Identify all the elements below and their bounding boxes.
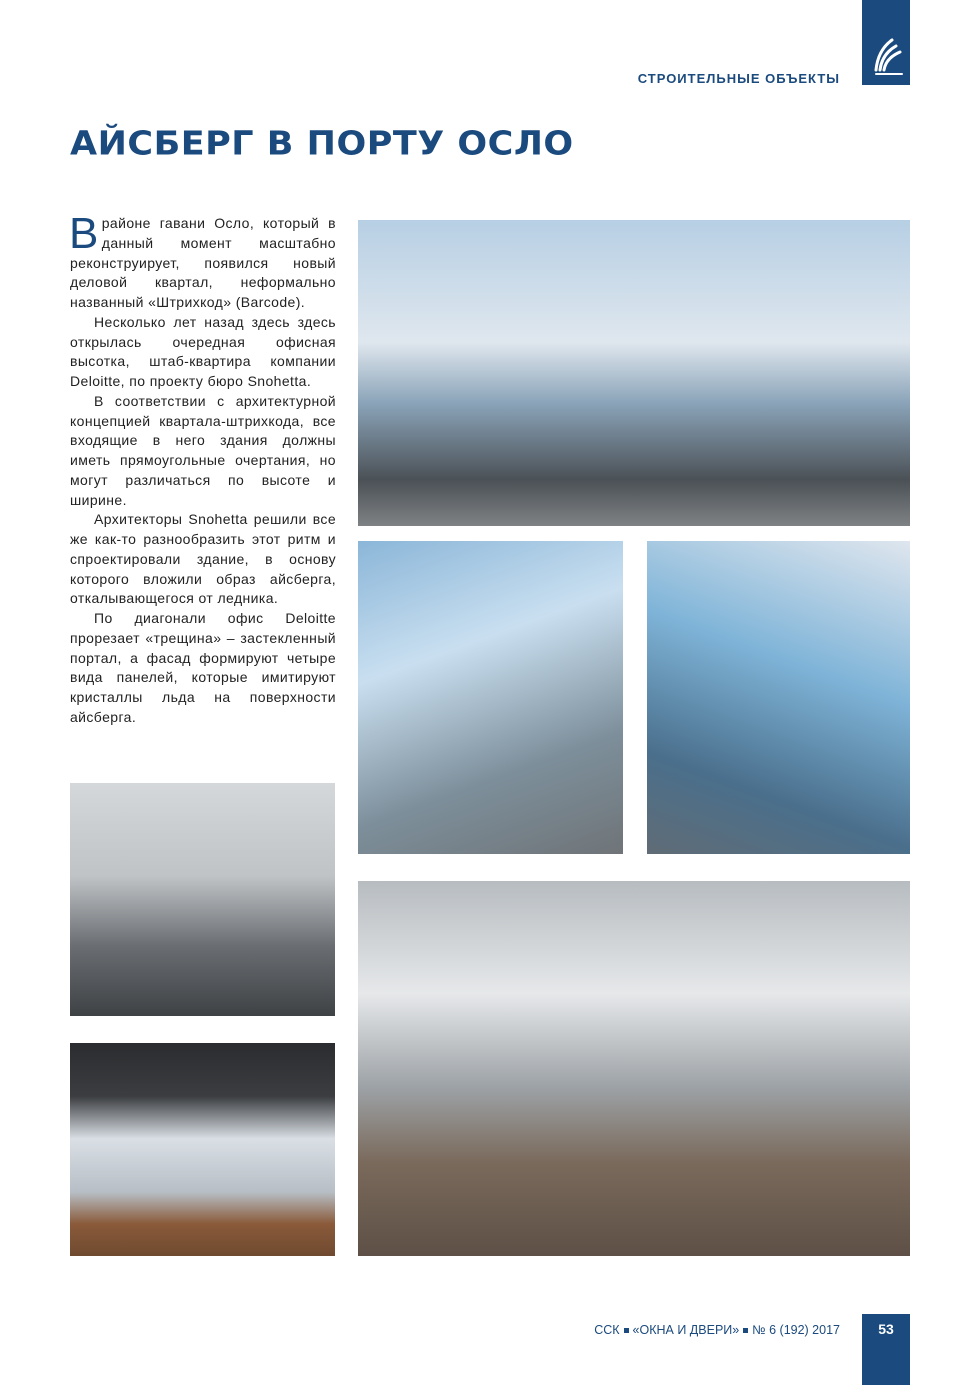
photo-hall-interior <box>70 1043 335 1256</box>
paragraph: В соответствии с архитектурной концепцией квартала-штрихкода, все входящие в него здания должны иметь прямоугольные очертания, но могут различаться по высоте и ширине. <box>70 392 336 508</box>
footer-credit <box>594 1323 840 1337</box>
footer-issue: № 6 (192) 2017 <box>752 1323 840 1337</box>
paragraph: Архитекторы Snohetta решили все же как-то разнообразить этот ритм и спроектировали здание, в основу которого вложили образ айсберга, откалывающегося от ледника. <box>70 511 336 607</box>
article-body <box>69 209 336 728</box>
sail-logo-icon <box>862 0 910 85</box>
bullet-icon <box>624 1328 629 1333</box>
article-title: АЙСБЕРГ В ПОРТУ ОСЛО <box>70 125 574 163</box>
paragraph: Несколько лет назад здесь здесь открылась очередная офисная высотка, штаб-квартира компании Deloitte, по проекту бюро Snohetta. <box>70 313 336 389</box>
paragraph: По диагонали офис Deloitte прорезает «трещина» – застекленный портал, а фасад формируют четыре вида панелей, которые имитируют кристаллы льда на поверхности айсберга. <box>70 610 336 725</box>
drop-cap: В <box>69 209 99 258</box>
section-label: СТРОИТЕЛЬНЫЕ ОБЪЕКТЫ <box>637 71 840 86</box>
footer-publisher: ССК <box>594 1323 620 1337</box>
photo-office-interior <box>70 783 335 1016</box>
header-logo-block <box>862 0 910 85</box>
photo-iceberg-facade <box>358 541 623 854</box>
page-number: 53 <box>862 1314 910 1385</box>
bullet-icon <box>743 1328 748 1333</box>
photo-terrace-passage <box>358 881 910 1256</box>
paragraph <box>69 209 336 313</box>
footer-magazine: «ОКНА И ДВЕРИ» <box>632 1323 740 1337</box>
photo-barcode-skyline <box>358 220 910 526</box>
photo-facade-street <box>647 541 910 854</box>
paragraph-text: районе гавани Осло, который в данный момент масштабно реконструирует, появился новый деловой квартал, неформально названный «Штрихкод» (Barcode). <box>70 215 336 310</box>
